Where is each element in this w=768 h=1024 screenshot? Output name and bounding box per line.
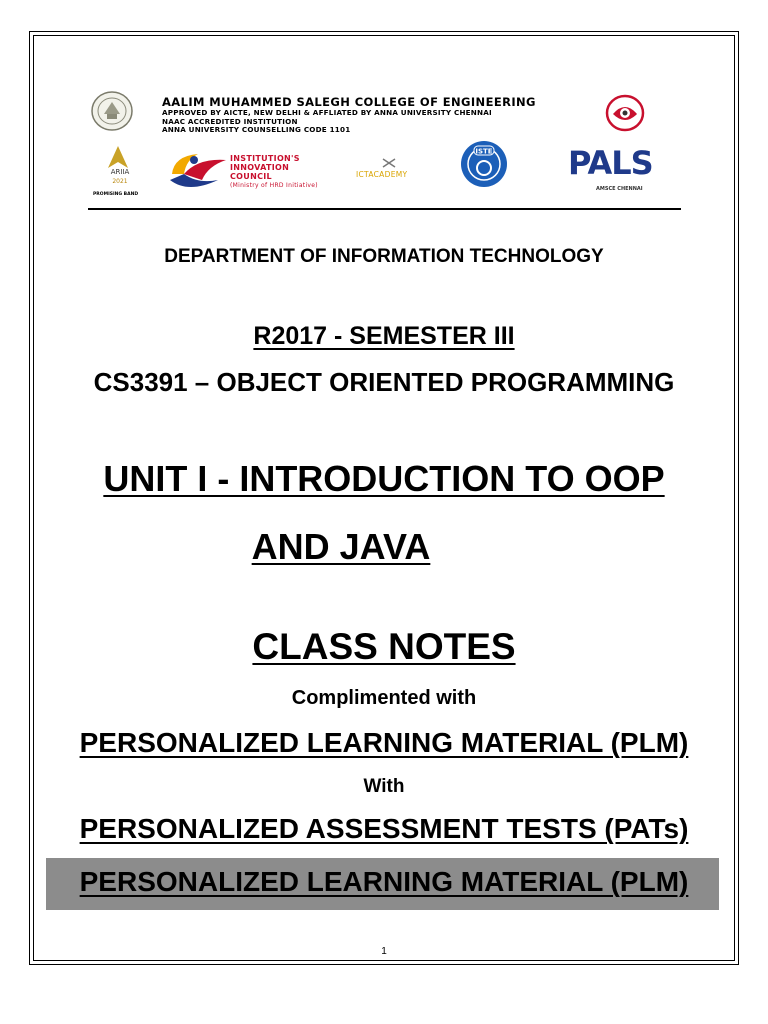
iic-line3: COUNCIL: [230, 172, 272, 181]
complimented-label: Complimented with: [291, 687, 477, 709]
regulation-text: R2017 - SEMESTER III: [253, 322, 515, 350]
ariia-name: ARIIA: [110, 168, 130, 176]
pats-heading: [0, 813, 768, 845]
header-divider: [88, 208, 681, 210]
plm-highlight-text: PERSONALIZED LEARNING MATERIAL (PLM): [79, 866, 689, 897]
plm-heading: [0, 727, 768, 759]
college-seal-logo: [90, 90, 134, 132]
iic-line1: INSTITUTION'S: [230, 154, 300, 163]
ariia-label: [102, 168, 138, 186]
page-number: 1: [381, 946, 387, 957]
right-emblem-logo: [605, 94, 645, 132]
class-notes-text: CLASS NOTES: [252, 626, 516, 667]
letterhead: [80, 88, 685, 212]
department-heading: DEPARTMENT OF INFORMATION TECHNOLOGY: [164, 246, 604, 267]
plm-text: PERSONALIZED LEARNING MATERIAL (PLM): [79, 727, 689, 758]
college-code: ANNA UNIVERSITY COUNSELLING CODE 1101: [162, 125, 351, 135]
regulation-semester: [0, 322, 768, 351]
pats-text: PERSONALIZED ASSESSMENT TESTS (PATs): [79, 813, 689, 844]
ict-academy-icon: [382, 158, 396, 168]
college-name: AALIM MUHAMMED SALEGH COLLEGE OF ENGINEERING: [162, 95, 536, 109]
ict-academy-label: ICTACADEMY: [356, 170, 408, 179]
iic-text: [230, 154, 318, 190]
iste-logo: [460, 140, 508, 188]
ariia-band: PROMISING BAND: [93, 192, 139, 197]
iste-label: ISTE: [475, 147, 493, 156]
ariia-emblem-icon: [108, 146, 128, 168]
pals-sub-label: AMSCE CHENNAI: [596, 186, 643, 192]
college-text-block: [162, 96, 536, 135]
with-label: With: [363, 776, 405, 797]
unit-title-line2: [0, 526, 742, 568]
iic-line2: INNOVATION: [230, 163, 290, 172]
unit-title-text2: AND JAVA: [251, 526, 431, 567]
iic-logo: [168, 150, 228, 192]
class-notes-heading: [0, 626, 768, 668]
unit-title-text1: UNIT I - INTRODUCTION TO OOP: [103, 458, 665, 499]
college-naac: NAAC ACCREDITED INSTITUTION: [162, 116, 298, 126]
college-approval: APPROVED BY AICTE, NEW DELHI & AFFLIATED BY ANNA UNIVERSITY CHENNAI: [162, 108, 492, 117]
iic-sub: (Ministry of HRD Initiative): [230, 182, 318, 189]
plm-highlight-heading: [0, 866, 768, 898]
pals-logo-text: PALS: [568, 144, 653, 182]
course-title: CS3391 – OBJECT ORIENTED PROGRAMMING: [93, 367, 675, 397]
unit-title-line1: [0, 458, 768, 500]
ariia-year: 2021: [112, 178, 128, 185]
